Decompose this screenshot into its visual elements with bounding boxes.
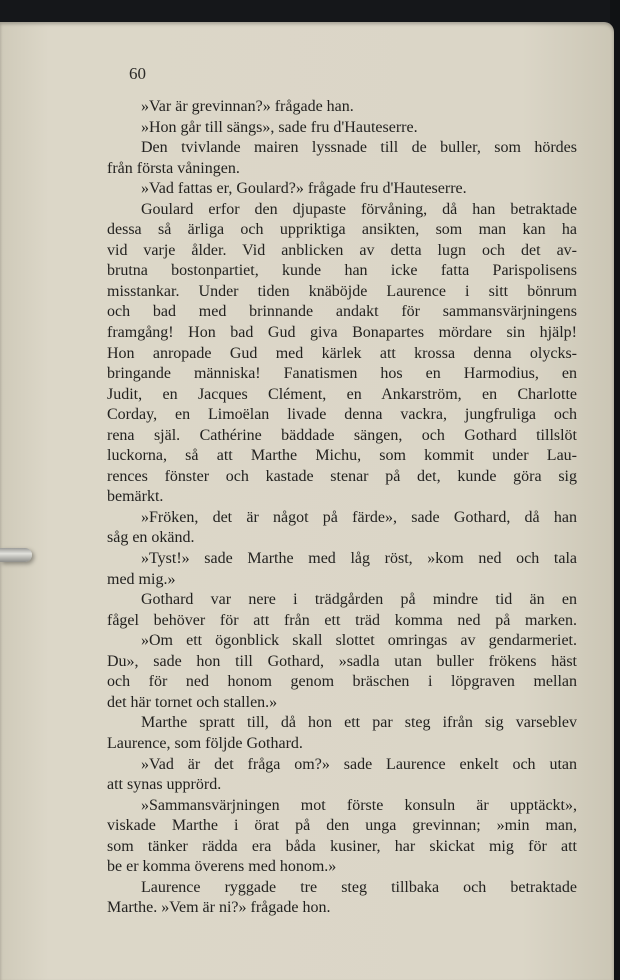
text-line: rena själ. Cathérine bäddade sängen, och Gothard tillslöt: [107, 426, 577, 444]
text-line: »Fröken, det är något på färde», sade Gothard, då han: [141, 508, 577, 526]
page-number: 60: [129, 64, 146, 83]
text-line: luckorna, så att Marthe Michu, som kommit under Lau-: [107, 447, 577, 465]
text-line: Gothard var nere i trädgården på mindre tid än en: [141, 591, 577, 609]
text-line: att synas upprörd.: [107, 776, 222, 794]
text-line: bringande människa! Fanatismen hos en Harmodius, en: [107, 365, 577, 383]
text-line: som tänker rädda era båda kusiner, har skickat mig för att: [107, 837, 577, 855]
text-line: »Tyst!» sade Marthe med låg röst, »kom ned och tala: [141, 550, 577, 568]
text-line: vid varje ålder. Vid anblicken av detta lugn och det av-: [107, 241, 577, 259]
text-line: det här tornet och stallen.»: [107, 693, 278, 711]
text-line: brutna bostonpartiet, kunde han icke fatta Parispolisens: [107, 262, 577, 280]
text-line: rences fönster och kastade stenar på det, kunde göra sig: [107, 467, 577, 485]
text-line: »Hon går till sängs», sade fru d'Hauteserre.: [141, 118, 418, 136]
text-line: bemärkt.: [107, 488, 164, 506]
text-line: Marthe spratt till, då hon ett par steg ifrån sig varseblev: [141, 714, 577, 732]
book-page: [0, 22, 614, 980]
text-line: Corday, en Limoëlan livade denna vackra, jungfruliga och: [107, 406, 577, 424]
text-line: »Om ett ögonblick skall slottet omringas av gendarmeriet.: [141, 632, 577, 650]
page-text: [107, 97, 577, 919]
text-line: fågel behöver för att från ett träd komma ned på marken.: [107, 611, 577, 629]
text-line: dessa så ärliga och uppriktiga ansikten, som man kan ha: [107, 221, 577, 239]
text-line: framgång! Hon bad Gud giva Bonapartes mördare sin hjälp!: [107, 324, 577, 342]
text-line: och för ned honom genom bräschen i löpgraven mellan: [107, 673, 577, 691]
text-line: Laurence ryggade tre steg tillbaka och betraktade: [141, 878, 577, 896]
text-line: »Vad är det fråga om?» sade Laurence enkelt och utan: [141, 755, 577, 773]
text-line: Hon anropade Gud med kärlek att krossa denna olycks-: [107, 344, 577, 362]
text-line: Marthe. »Vem är ni?» frågade hon.: [107, 899, 331, 917]
text-line: Goulard erfor den djupaste förvåning, då han betraktade: [141, 200, 577, 218]
text-line: misstankar. Under tiden knäböjde Laurence i sitt bönrum: [107, 282, 577, 300]
text-line: Laurence, som följde Gothard.: [107, 734, 303, 752]
text-line: från första våningen.: [107, 159, 240, 177]
text-line: Du», sade hon till Gothard, »sadla utan buller frökens häst: [107, 652, 577, 670]
paper-clip: [0, 548, 32, 562]
text-line: viskade Marthe i örat på den unga grevinnan; »min man,: [107, 817, 577, 835]
text-line: Den tvivlande mairen lyssnade till de buller, som hördes: [141, 139, 577, 157]
text-line: »Var är grevinnan?» frågade han.: [141, 98, 354, 115]
text-line: »Sammansvärjningen mot förste konsuln är upptäckt»,: [141, 796, 577, 814]
text-line: såg en okänd.: [107, 529, 195, 547]
text-line: be er komma överens med honom.»: [107, 858, 337, 876]
text-line: »Vad fattas er, Goulard?» frågade fru d'Hauteserre.: [141, 180, 467, 198]
text-line: med mig.»: [107, 570, 176, 588]
text-line: Judit, en Jacques Clément, en Ankarström, en Charlotte: [107, 385, 577, 403]
text-line: och bad med brinnande andakt för sammansvärjningens: [107, 303, 577, 321]
